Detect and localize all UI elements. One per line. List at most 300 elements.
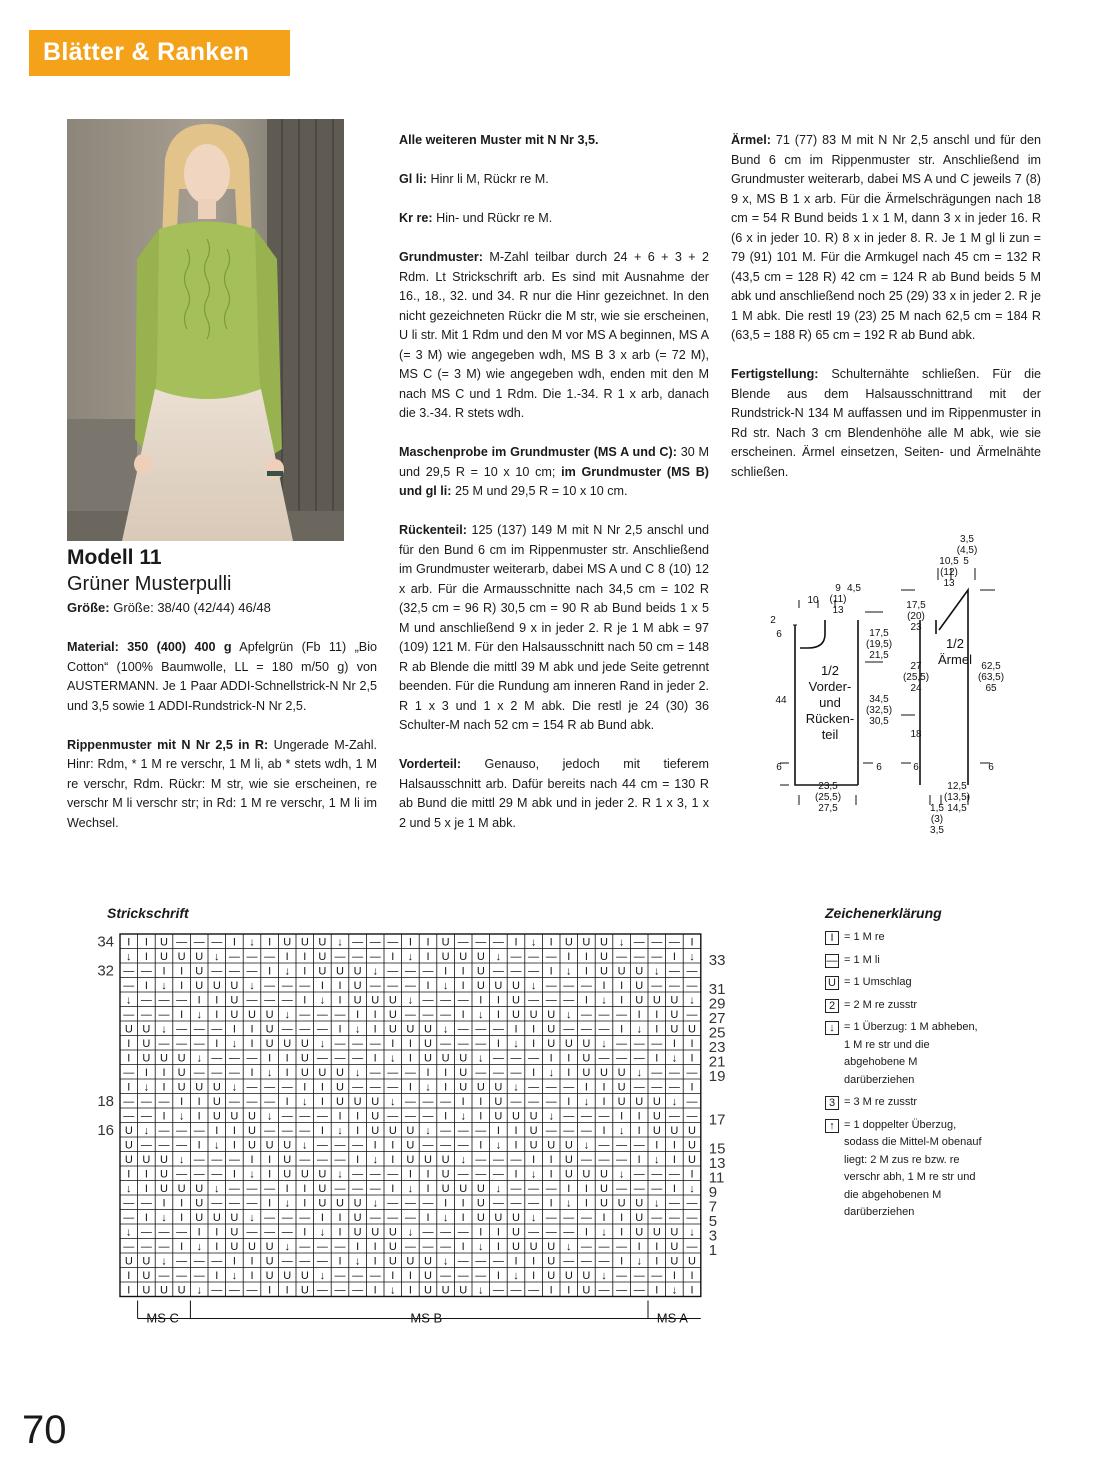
chart-cell: — [651,951,663,963]
chart-cell: — [193,1023,205,1036]
chart-cell: U [424,1154,432,1166]
chart-cell: — [404,1197,416,1210]
chart-cell: U [600,936,608,949]
chart-cell: ↓ [654,965,660,978]
chart-cell: U [195,1081,204,1094]
section-title: Blätter & Ranken [43,38,250,66]
chart-cell: — [246,1052,258,1065]
chart-cell: ↓ [249,980,255,992]
chart-cell: — [563,1255,575,1268]
chart-cell: U [195,980,204,992]
chart-cell: I [127,1038,131,1050]
chart-cell: ↓ [495,1183,502,1195]
chart-cell: — [352,1270,364,1282]
chart-cell: — [633,1081,645,1094]
chart-cell: ↓ [337,936,343,949]
chart-cell: U [371,1110,380,1123]
chart-cell: I [144,1183,148,1195]
chart-cell: ↓ [530,1212,537,1224]
chart-cell: — [528,1284,540,1297]
chart-cell: ↓ [354,1023,361,1036]
chart-cell: — [668,936,680,949]
chart-cell: — [299,1154,311,1166]
chart-cell: — [123,1212,135,1224]
chart-cell: U [670,1241,679,1253]
chart-cell: U [670,1255,679,1268]
chart-title: Strickschrift [107,905,189,921]
chart-cell: U [353,994,362,1007]
chart-cell: ↓ [161,1023,167,1036]
chart-cell: I [584,1081,588,1094]
chart-cell: ↓ [266,1067,273,1079]
chart-cell: — [651,1038,663,1050]
chart-cell: ↓ [566,1009,572,1021]
chart-cell: U [195,1183,204,1195]
chart-cell: I [620,1255,624,1268]
chart-cell: — [176,1038,188,1050]
chart-cell: — [668,980,680,992]
chart-cell: I [426,1168,430,1181]
chart-cell: U [459,1081,468,1094]
chart-cell: U [371,1226,380,1239]
chart-cell: U [248,1241,256,1253]
svg-text:(63,5): (63,5) [977,672,1005,683]
chart-cell: I [408,1284,412,1297]
chart-cell: U [353,1226,362,1239]
chart-cell: — [510,965,522,978]
chart-cell: — [228,1154,240,1166]
paragraph: Fertigstellung: Schulternähte schließen. Für die Blende aus dem Halsausschnittrand mit der Rundstrick-N 134 M auffassen und im Rippenmuster in Rd str. Nach 3 cm Blendenhöhe alle M abk, wie sie erscheinen. Ärmel einsetzen, Seiten- und Ärmelnähte schließen. [731,367,1041,479]
chart-cell: ↓ [302,1096,308,1108]
chart-cell: I [426,951,430,963]
paragraph: Rückenteil: 125 (137) 149 M mit N Nr 2,5 anschl und für den Bund 6 cm im Rippenmuster str. Anschließend im Grundmuster weiterarb, dabei MS A und C 8 (10) 12 x arb. Für die Armausschnitte nach 34,5 cm = 102 R (32,5 cm = 96 R) 30,5 cm = 90 R ab Bund beids 1 x 5 M und anschließend 9 x in jeder 2. R je 1 M abk = 97 (109) 121 M. Für den Halsausschnitt nach 50 cm = 148 R ab Blende die mittl 39 M abk und jede Seite getrennt beenden. Für die Rundung am inneren Rand in jeder 2. R 1 x 3 und 1 x 2 M abk. Die restl je 24 (30) 36 Schulter-M nach 52 cm = 154 R ab Bund abk. [399,523,709,732]
chart-cell: U [212,1212,221,1224]
svg-text:13: 13 [943,578,955,589]
chart-cell: U [688,1154,696,1166]
chart-cell: U [441,951,450,963]
chart-cell: — [123,965,135,978]
svg-text:Rücken-: Rücken- [805,711,855,726]
chart-cell: U [617,965,626,978]
chart-cell: — [246,951,258,963]
chart-cell: U [160,936,168,949]
chart-cell: — [404,1009,416,1021]
chart-cell: — [598,1241,610,1253]
paragraph: Rippenmuster mit N Nr 2,5 in R: Ungerade M-Zahl. Hinr: Rdm, * 1 M re verschr, 1 M li, ab * stets wdh, 1 M re verschr, Rdm. Rückr: M str, wie sie erscheinen, re verschr M li verschr str; in Rd: 1 M re verschr, 1 M li im Wechsel. [67,737,377,830]
chart-cell: — [475,1023,487,1036]
chart-cell: — [616,1009,628,1021]
chart-cell: — [176,1023,188,1036]
chart-cell: — [140,1096,152,1108]
chart-cell: U [300,1067,309,1079]
chart-cell: — [563,1212,575,1224]
ssk-icon: ↓ [825,1021,839,1035]
chart-cell: I [602,1081,606,1094]
chart-cell: I [602,1212,606,1224]
chart-cell: I [320,1081,324,1094]
chart-cell: I [567,1067,571,1079]
svg-text:(11): (11) [829,594,847,605]
chart-cell: I [461,1241,465,1253]
chart-cell: I [514,1023,518,1036]
chart-cell: I [426,980,430,992]
chart-cell: U [248,1139,256,1152]
chart-cell: — [510,1284,522,1297]
chart-cell: — [334,1154,346,1166]
chart-cell: — [369,1038,381,1050]
chart-cell: U [547,1139,556,1152]
chart-cell: ↓ [143,1125,150,1137]
chart-cell: U [177,1081,186,1094]
chart-cell: — [492,1255,504,1268]
chart-cell: ↓ [390,1284,396,1297]
svg-text:und: und [819,695,841,710]
chart-cell: U [529,1139,538,1152]
chart-cell: I [268,936,272,949]
chart-cell: I [180,1009,184,1021]
chart-cell: U [441,1284,450,1297]
chart-cell: — [598,1139,610,1152]
chart-cell: — [651,936,663,949]
chart-cell: I [391,1139,395,1152]
chart-cell: U [512,1226,520,1239]
chart-cell: I [373,1009,377,1021]
chart-cell: — [528,994,540,1007]
chart-cell: — [316,1284,328,1297]
chart-cell: U [670,1009,679,1021]
chart-row-number: 3 [708,1227,718,1245]
chart-cell: I [268,1168,272,1181]
chart-cell: U [424,1255,432,1268]
chart-cell: — [140,1110,152,1123]
chart-cell: — [686,1110,698,1123]
chart-cell: — [633,1183,645,1195]
chart-cell: — [264,1183,276,1195]
chart-cell: U [336,1067,344,1079]
chart-cell: I [461,965,465,978]
chart-cell: U [688,1023,696,1036]
chart-cell: — [580,1023,592,1036]
paragraph: Vorderteil: Genauso, jedoch mit tieferem Halsausschnitt arb. Dafür bereits nach 44 cm = 130 R ab Bund die mittl 29 M abk und in jeder 2. R 1 x 3, 1 x 2 und 5 x je 1 M abk. [399,757,709,830]
chart-cell: I [215,994,219,1007]
chart-cell: — [598,1255,610,1268]
svg-text:12,5: 12,5 [947,781,967,792]
chart-cell: — [176,1139,188,1152]
chart-cell: U [670,994,679,1007]
chart-cell: ↓ [566,1241,572,1253]
chart-cell: I [391,1038,395,1050]
chart-cell: U [283,1038,292,1050]
chart-cell: I [637,1125,641,1137]
chart-cell: U [283,1168,292,1181]
chart-cell: — [686,1009,698,1021]
chart-cell: — [211,1067,223,1079]
instructions-column-2 [399,131,709,853]
chart-cell: — [299,1255,311,1268]
chart-cell: — [158,1139,170,1152]
chart-cell: I [620,1023,624,1036]
chart-cell: I [549,936,553,949]
chart-cell: I [444,1067,448,1079]
chart-cell: I [690,1168,694,1181]
chart-cell: — [686,980,698,992]
chart-cell: ↓ [284,1241,290,1253]
chart-cell: — [616,1052,628,1065]
chart-row-number: 11 [708,1169,725,1187]
chart-cell: U [617,1096,626,1108]
chart-cell: U [353,1212,362,1224]
chart-section-label: MS C [146,1310,179,1326]
chart-row-number: 21 [708,1053,726,1071]
chart-cell: ↓ [460,1110,466,1123]
chart-cell: — [616,1183,628,1195]
chart-cell: I [408,1052,412,1065]
chart-cell: ↓ [354,1067,361,1079]
chart-cell: U [371,1096,380,1108]
chart-cell: — [633,936,645,949]
chart-cell: U [652,994,661,1007]
chart-cell: I [232,1168,236,1181]
chart-cell: I [549,1168,553,1181]
chart-cell: ↓ [566,1197,572,1210]
chart-cell: — [299,1241,311,1253]
chart-cell: I [144,980,148,992]
chart-cell: U [512,1212,520,1224]
chart-cell: I [373,1139,377,1152]
chart-cell: I [144,1168,148,1181]
chart-cell: U [283,936,292,949]
svg-text:17,5: 17,5 [869,628,889,639]
chart-cell: I [215,1125,219,1137]
chart-cell: U [512,1110,520,1123]
chart-row-number: 1 [708,1242,718,1259]
chart-cell: ↓ [284,965,290,978]
chart-cell: — [352,951,364,963]
chart-cell: U [617,1067,626,1079]
chart-cell: ↓ [566,965,572,978]
chart-cell: U [230,994,239,1007]
legend-item: 2 = 2 M re zusstr [825,997,1025,1015]
chart-cell: ↓ [126,994,132,1007]
chart-cell: I [479,1226,483,1239]
chart-cell: U [459,1052,468,1065]
chart-cell: U [600,1197,608,1210]
chart-cell: U [318,1168,327,1181]
chart-cell: I [461,1212,465,1224]
chart-cell: I [232,1255,236,1268]
chart-cell: — [457,936,469,949]
chart-cell: I [391,1154,395,1166]
chart-cell: U [318,1183,327,1195]
chart-cell: — [668,1081,680,1094]
double-decrease-icon: ↑ [825,1119,839,1133]
chart-cell: ↓ [442,1255,449,1268]
chart-cell: I [303,994,307,1007]
chart-cell: U [406,1154,415,1166]
chart-cell: U [300,1284,309,1297]
chart-cell: — [334,951,346,963]
chart-cell: ↓ [618,1125,625,1137]
chart-cell: I [320,1096,324,1108]
chart-cell: — [686,1241,698,1253]
chart-cell: I [180,1241,184,1253]
chart-cell: ↓ [407,1226,414,1239]
chart-cell: — [651,1212,663,1224]
chart-cell: ↓ [425,1125,431,1137]
chart-cell: — [369,1168,381,1181]
chart-cell: U [547,1241,556,1253]
chart-cell: I [373,1284,377,1297]
chart-cell: U [318,936,327,949]
svg-text:(4,5): (4,5) [956,545,978,556]
chart-cell: I [391,951,395,963]
chart-cell: — [633,1284,645,1297]
chart-cell: I [303,965,307,978]
chart-cell: — [158,1038,170,1050]
chart-cell: U [406,1023,415,1036]
svg-text:9: 9 [835,583,841,594]
chart-cell: — [440,1125,452,1137]
chart-cell: I [444,965,448,978]
chart-cell: U [441,1183,450,1195]
chart-cell: — [193,1125,205,1137]
chart-cell: — [633,1038,645,1050]
chart-cell: U [124,1154,133,1166]
svg-text:30,5: 30,5 [869,716,889,727]
chart-cell: U [459,951,468,963]
chart-cell: — [651,980,663,992]
chart-cell: I [496,1226,500,1239]
chart-cell: — [475,936,487,949]
chart-cell: I [549,1154,553,1166]
chart-cell: U [300,1270,309,1282]
chart-cell: U [388,1241,397,1253]
chart-cell: U [600,1168,608,1181]
chart-cell: — [352,1183,364,1195]
chart-section-label: MS A [656,1310,688,1326]
chart-cell: — [211,1255,223,1268]
chart-cell: — [545,1226,557,1239]
chart-cell: ↓ [530,980,537,992]
chart-cell: U [441,1168,450,1181]
chart-cell: — [457,1168,469,1181]
chart-cell: U [142,1270,151,1282]
chart-cell: I [408,1270,412,1282]
chart-cell: U [564,1139,573,1152]
chart-cell: U [512,1009,520,1021]
chart-cell: — [651,1168,663,1181]
chart-cell: — [264,951,276,963]
chart-cell: I [197,1226,201,1239]
chart-cell: I [549,1284,553,1297]
chart-cell: U [529,1110,538,1123]
chart-cell: I [356,1125,360,1137]
paragraph: Kr re: Hin- und Rückr re M. [399,211,553,225]
chart-cell: — [457,1255,469,1268]
chart-cell: — [387,965,399,978]
chart-cell: ↓ [178,1154,185,1166]
chart-cell: I [250,1255,254,1268]
chart-cell: — [369,980,381,992]
instructions-column-3 [731,131,1041,502]
chart-cell: — [211,1197,223,1210]
chart-cell: U [177,1284,186,1297]
chart-cell: — [528,1052,540,1065]
chart-cell: I [690,1270,694,1282]
chart-cell: — [668,1212,680,1224]
chart-cell: — [316,1023,328,1036]
chart-cell: U [688,1139,696,1152]
purl-stitch-icon: — [826,954,838,967]
chart-cell: U [441,936,450,949]
chart-cell: — [440,1226,452,1239]
chart-cell: ↓ [478,1241,484,1253]
chart-cell: — [176,1255,188,1268]
chart-cell: U [600,965,608,978]
instructions-column-1 [67,638,377,853]
chart-cell: U [300,1168,309,1181]
chart-cell: — [211,1168,223,1181]
chart-cell: — [176,1270,188,1282]
chart-cell: I [690,1038,694,1050]
svg-text:(20): (20) [907,611,925,622]
chart-cell: — [440,1139,452,1152]
chart-cell: I [127,1081,131,1094]
chart-cell: — [176,1226,188,1239]
chart-cell: U [617,1081,626,1094]
chart-cell: ↓ [196,1241,202,1253]
chart-cell: — [316,1009,328,1021]
chart-cell: — [387,936,399,949]
chart-cell: — [334,1038,346,1050]
svg-text:3,5: 3,5 [960,534,974,545]
chart-cell: — [545,994,557,1007]
chart-cell: U [248,1009,256,1021]
chart-cell: — [563,1110,575,1123]
chart-cell: I [127,1052,131,1065]
chart-cell: — [510,951,522,963]
svg-text:(13,5): (13,5) [943,792,971,803]
chart-cell: U [670,1125,679,1137]
chart-cell: U [388,1226,397,1239]
chart-cell: U [564,1270,573,1282]
svg-text:18: 18 [910,729,922,740]
chart-cell: — [510,1052,522,1065]
chart-cell: — [246,965,258,978]
chart-cell: U [582,1038,591,1050]
chart-cell: I [672,1154,676,1166]
chart-cell: — [616,951,628,963]
chart-cell: ↓ [689,1183,695,1195]
chart-cell: — [510,1197,522,1210]
svg-text:62,5: 62,5 [981,661,1001,672]
chart-cell: ↓ [460,1154,466,1166]
chart-cell: — [633,1139,645,1152]
chart-cell: — [580,1125,592,1137]
chart-cell: — [228,1284,240,1297]
chart-cell: — [387,1081,399,1094]
chart-cell: U [283,1154,292,1166]
chart-cell: I [690,936,694,949]
svg-text:4,5: 4,5 [847,583,861,594]
chart-section-label: MS B [410,1310,443,1326]
chart-cell: U [265,1255,274,1268]
chart-cell: — [598,1052,610,1065]
chart-cell: ↓ [442,1023,449,1036]
chart-cell: — [369,1270,381,1282]
chart-cell: I [232,1125,236,1137]
chart-cell: ↓ [513,1038,519,1050]
